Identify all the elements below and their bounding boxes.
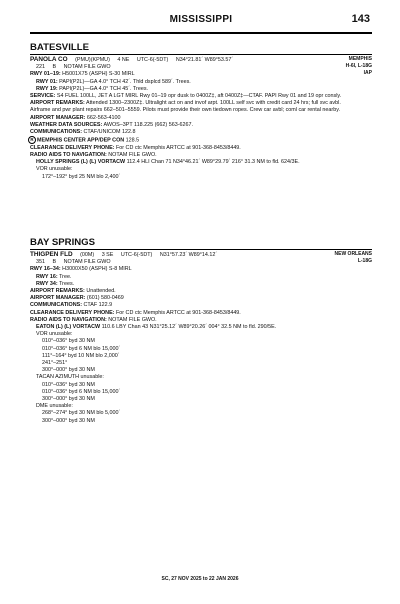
chart-refs <box>346 56 372 78</box>
navaid-line: RADIO AIDS TO NAVIGATION: NOTAM FILE GWO. <box>30 316 157 323</box>
vor-unusable-item: 172°–192° byd 25 NM blo 2,400´ <box>42 173 121 180</box>
airport-entry-panola-co <box>30 56 372 181</box>
chart-ref-sectional: MEMPHIS <box>348 56 372 62</box>
radar-approach-icon: R <box>28 136 36 144</box>
airport-ident: (PMU)(KPMU) <box>75 57 110 63</box>
vor-unusable-item: 010°–036° byd 30 NM <box>42 338 95 345</box>
airport-ident: (00M) <box>80 252 95 258</box>
service-line: SERVICE: S4 FUEL 100LL, JET A LGT MIRL Rwy 01–19 opr dusk to 0400Z‡, aft 0400Z‡—CTAF. PAPI Rwy 01 and 19 opr consly. <box>30 93 342 100</box>
airport-distance: 3 SE <box>101 252 114 258</box>
airport-elev-line <box>30 64 372 71</box>
vor-unusable-label: VOR unusable: <box>36 166 73 173</box>
airport-name: PANOLA CO <box>30 56 68 63</box>
runway-19-line: RWY 19: PAPI(P2L)—GA 4.0° TCH 45´. Trees. <box>36 85 149 92</box>
remarks-line: AIRPORT REMARKS: Attended 1300–2300Z‡. Ultralight act on and invof arpt. 100LL self svc with credit card 24 hrs; full svc avbl. Airframe and pwr plant repairs 662–501–5559. Pilots must provide their own tiedown ropes. Crew car avbl; coml car rental nearby. <box>30 100 341 114</box>
airport-coords: N31°57.23´ W89°14.12´ <box>159 252 218 258</box>
airport-coords: N34°21.81´ W89°53.57´ <box>175 57 234 63</box>
runway-line: RWY 16–34: H3000X50 (ASPH) S-8 MIRL <box>30 266 132 273</box>
runway-34-line: RWY 34: Trees. <box>36 280 75 287</box>
clearance-line: CLEARANCE DELIVERY PHONE: For CD ctc Memphis ARTCC at 901-368-8453/8449. <box>30 144 241 151</box>
airport-distance: 4 NE <box>117 57 130 63</box>
dme-unusable-label: DME unusable: <box>36 403 73 410</box>
remarks-line: AIRPORT REMARKS: Unattended. <box>30 288 116 295</box>
manager-line: AIRPORT MANAGER: (601) 580-0469 <box>30 295 124 302</box>
page-number: 143 <box>351 13 370 25</box>
airport-utc: UTC-6(-5DT) <box>136 57 169 63</box>
airport-elevation: 351 <box>36 259 45 266</box>
runway-01-line: RWY 01: PAPI(P2L)—GA 4.0° TCH 42´. Thld dsplcd 589´. Trees. <box>36 78 191 85</box>
tacan-unusable-item: 010°–036° byd 30 NM <box>42 381 95 388</box>
airport-utc: UTC-6(-5DT) <box>120 252 153 258</box>
manager-line: AIRPORT MANAGER: 662-563-4100 <box>30 114 121 121</box>
airport-fuel-code: B <box>52 64 57 71</box>
airport-entry-thigpen-fld <box>30 251 372 425</box>
airport-fuel-code: B <box>52 259 57 266</box>
page-footer: SC, 27 NOV 2025 to 22 JAN 2026 <box>161 576 239 582</box>
dme-unusable-item: 300°–000° byd 30 NM <box>42 417 95 424</box>
chart-ref-sectional: NEW ORLEANS <box>334 251 372 257</box>
vor-unusable-item: 111°–164° byd 10 NM blo 2,000´ <box>42 352 120 359</box>
comm-line: COMMUNICATIONS: CTAF 122.9 <box>30 302 113 309</box>
airport-elev-line <box>30 259 372 266</box>
airport-notam: NOTAM FILE GWO <box>63 64 111 71</box>
navaid-line: RADIO AIDS TO NAVIGATION: NOTAM FILE GWO. <box>30 152 157 159</box>
city-heading-batesville: BATESVILLE <box>30 42 372 55</box>
city-heading-bay-springs: BAY SPRINGS <box>30 237 372 250</box>
chart-ref-enroute: H-6I, L-18G <box>345 63 372 70</box>
runway-16-line: RWY 16: Tree. <box>36 273 72 280</box>
chart-ref-iap: IAP <box>363 70 372 77</box>
vor-unusable-item: 241°–251° <box>42 360 68 367</box>
airport-title-line <box>30 251 372 259</box>
clearance-line: CLEARANCE DELIVERY PHONE: For CD ctc Memphis ARTCC at 901-368-8453/8449. <box>30 309 241 316</box>
comm-line: COMMUNICATIONS: CTAF/UNICOM 122.8 <box>30 129 136 136</box>
airport-title-line <box>30 56 372 64</box>
tacan-unusable-label: TACAN AZIMUTH unusable: <box>36 374 104 381</box>
vor-unusable-item: 300°–000° byd 30 NM <box>42 367 95 374</box>
chart-refs <box>335 251 373 265</box>
page-header <box>30 12 372 34</box>
vor-unusable-item: 010°–036° byd 6 NM blo 15,000´ <box>42 345 121 352</box>
approach-line: R MEMPHIS CENTER APP/DEP CON 128.5 <box>30 136 372 145</box>
airport-name: THIGPEN FLD <box>30 251 73 258</box>
airport-elevation: 221 <box>36 64 45 71</box>
dme-unusable-item: 268°–274° byd 30 NM blo 5,000´ <box>42 410 121 417</box>
vortac-line: EATON (L) (L) VORTACW 110.6 LBY Chan 43 N31°25.12´ W89°20.26´ 004° 32.5 NM to fld. 290/5E. <box>36 324 277 331</box>
state-title: MISSISSIPPI <box>169 14 233 25</box>
airport-notam: NOTAM FILE GWO <box>63 259 111 266</box>
vor-unusable-label: VOR unusable: <box>36 331 73 338</box>
runway-line: RWY 01–19: H5001X75 (ASPH) S-30 MIRL <box>30 71 135 78</box>
chart-ref-enroute: L-18G <box>357 258 372 265</box>
weather-line: WEATHER DATA SOURCES: AWOS–3PT 118.225 (662) 563-6267. <box>30 121 193 128</box>
vortac-line: HOLLY SPRINGS (L) (L) VORTACW 112.4 HLI Chan 71 N34°46.21´ W89°29.79´ 216° 31.3 NM to fld. 624/3E. <box>36 159 300 166</box>
tacan-unusable-item: 300°–000° byd 30 NM <box>42 396 95 403</box>
tacan-unusable-item: 010°–036° byd 6 NM blo 15,000´ <box>42 388 121 395</box>
